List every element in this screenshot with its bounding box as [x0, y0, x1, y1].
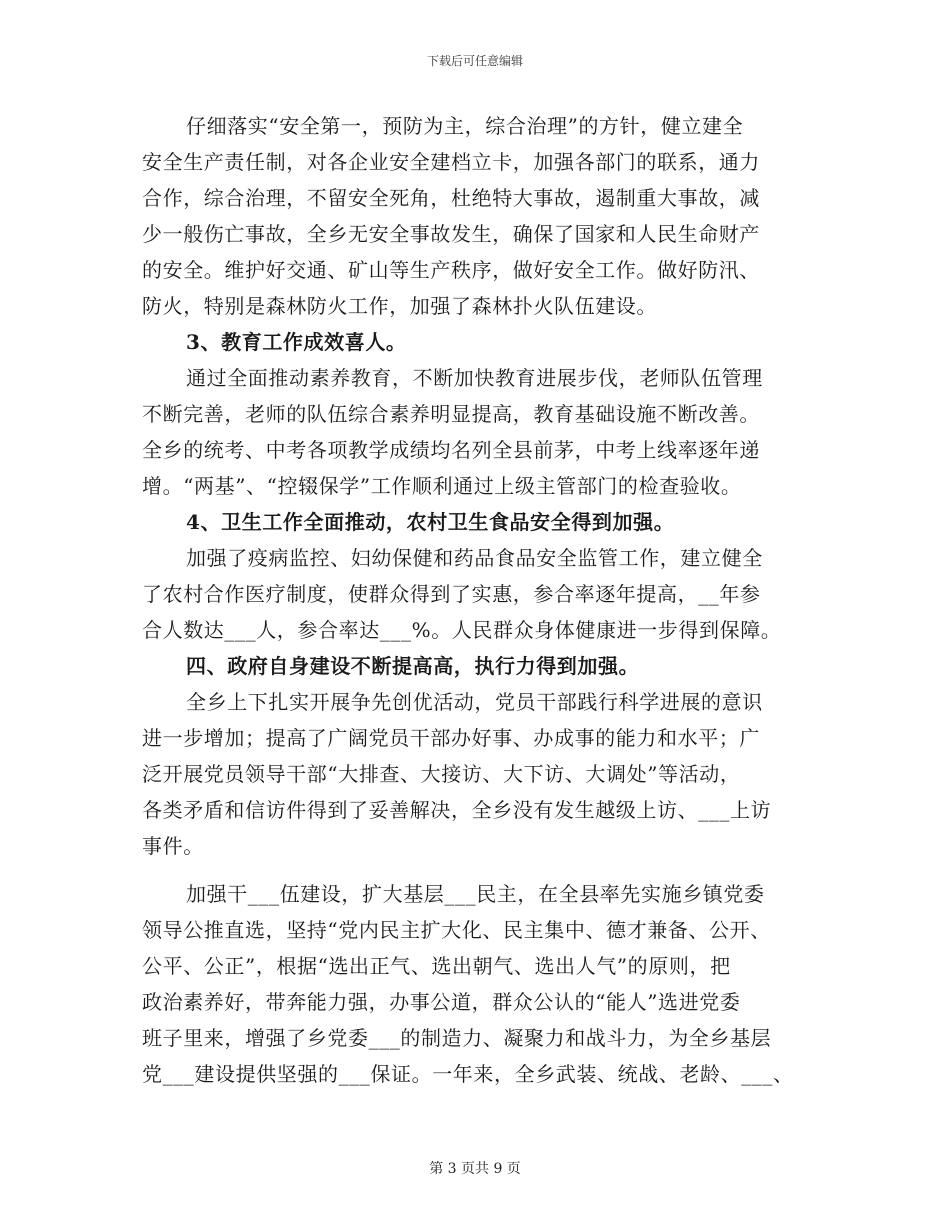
paragraph-line: 事件。	[142, 834, 204, 858]
paragraph-line: 的安全。维护好交通、矿山等生产秩序，做好安全工作。做好防汛、	[142, 258, 760, 282]
paragraph-line: 全乡上下扎实开展争先创优活动，党员干部践行科学进展的意识	[186, 690, 763, 714]
paragraph-line: 加强干___伍建设，扩大基层___民主，在全县率先实施乡镇党委	[186, 882, 765, 906]
paragraph-line: 增。“两基”、“控辍保学”工作顺利通过上级主管部门的检查验收。	[142, 474, 742, 498]
page-header: 下载后可任意编辑	[426, 54, 523, 68]
paragraph-line: 安全生产责任制，对各企业安全建档立卡，加强各部门的联系，通力	[142, 150, 760, 174]
paragraph-line: 政治素养好，带奔能力强，办事公道，群众公认的“能人”选进党委	[142, 990, 741, 1014]
paragraph-line: 各类矛盾和信访件得到了妥善解决，全乡没有发生越级上访、___上访	[142, 798, 772, 822]
paragraph-line: 了农村合作医疗制度，使群众得到了实惠，参合率逐年提高，__年参	[142, 582, 761, 606]
paragraph-gap	[142, 864, 822, 876]
paragraph-line: 班子里来，增强了乡党委___的制造力、凝聚力和战斗力，为全乡基层	[142, 1026, 772, 1050]
paragraph-line: 合人数达___人，参合率达___%。人民群众身体健康进一步得到保障。	[142, 618, 782, 642]
section-heading: 3、教育工作成效喜人。	[186, 330, 407, 354]
paragraph-line: 全乡的统考、中考各项教学成绩均名列全县前茅，中考上线率逐年递	[142, 438, 760, 462]
paragraph-line: 合作，综合治理，不留安全死角，杜绝特大事故，遏制重大事故，减	[142, 186, 760, 210]
paragraph-line: 公平、公正”，根据“选出正气、选出朝气、选出人气”的原则，把	[142, 954, 731, 978]
paragraph-line: 领导公推直选，坚持“党内民主扩大化、民主集中、德才兼备、公开、	[142, 918, 771, 942]
section-heading: 4、卫生工作全面推动，农村卫生食品安全得到加强。	[186, 510, 675, 534]
paragraph-line: 防火，特别是森林防火工作，加强了森林扑火队伍建设。	[142, 294, 657, 318]
section-heading: 四、政府自身建设不断提高高，执行力得到加强。	[186, 654, 640, 678]
paragraph-line: 泛开展党员领导干部“大排查、大接访、大下访、大调处”等活动，	[142, 762, 741, 786]
paragraph-line: 仔细落实“安全第一，预防为主，综合治理”的方针，健立建全	[186, 114, 744, 138]
paragraph-line: 党___建设提供坚强的___保证。一年来，全乡武装、统战、老龄、___、	[142, 1062, 794, 1086]
paragraph-line: 加强了疫病监控、妇幼保健和药品食品安全监管工作，建立健全	[186, 546, 763, 570]
paragraph-line: 少一般伤亡事故，全乡无安全事故发生，确保了国家和人民生命财产	[142, 222, 760, 246]
paragraph-line: 通过全面推动素养教育，不断加快教育进展步伐，老师队伍管理	[186, 366, 763, 390]
document-body	[142, 108, 822, 1092]
page-footer: 第 3 页共 9 页	[429, 1161, 521, 1177]
paragraph-line: 进一步增加；提高了广阔党员干部办好事、办成事的能力和水平；广	[142, 726, 760, 750]
paragraph-line: 不断完善，老师的队伍综合素养明显提高，教育基础设施不断改善。	[142, 402, 760, 426]
